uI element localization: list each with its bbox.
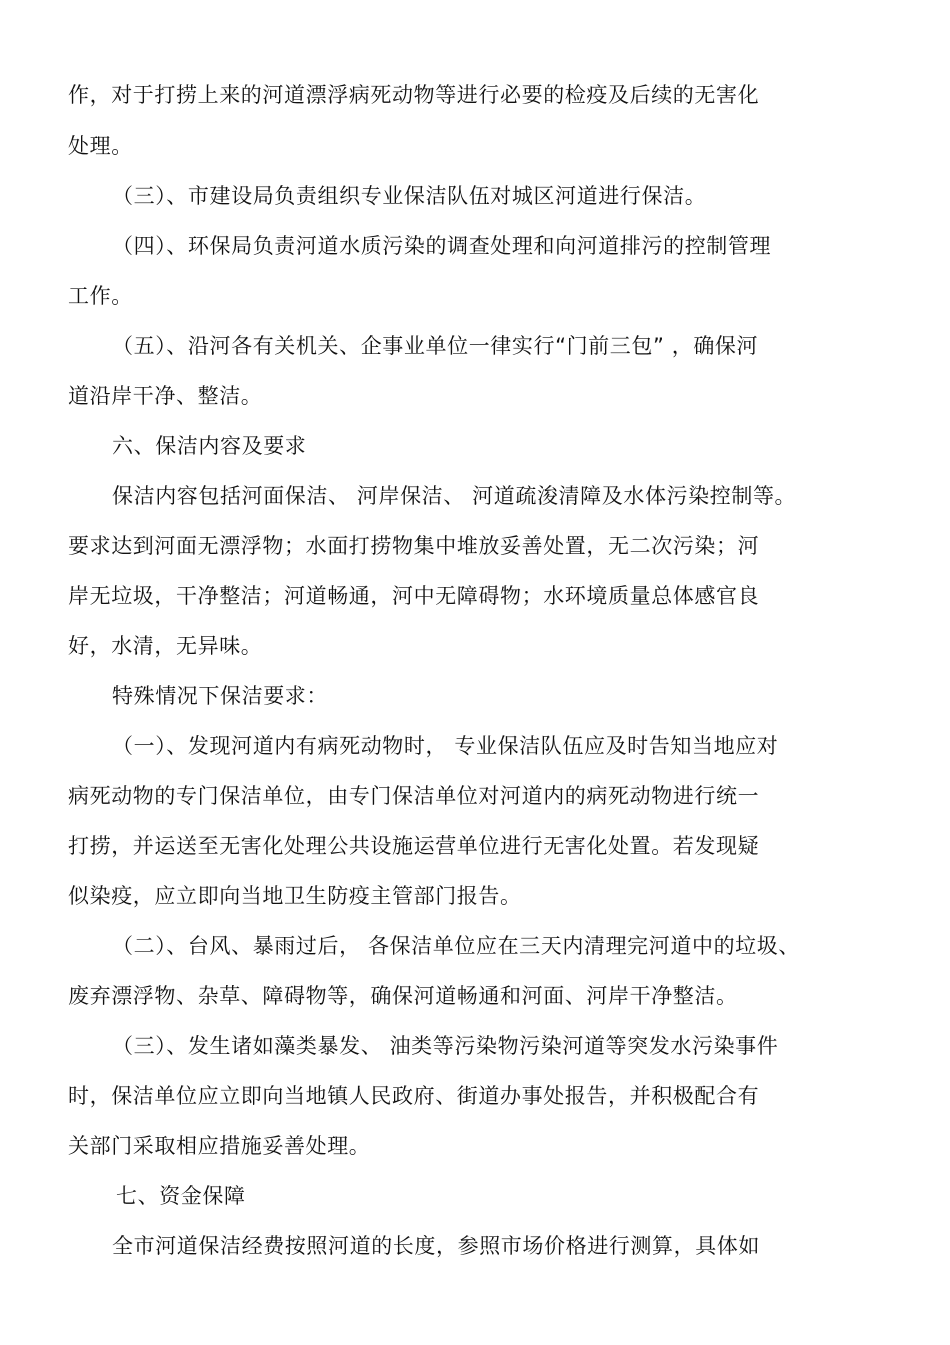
- text-line: 全市河道保洁经费按照河道的长度，参照市场价格进行测算，具体如: [112, 1234, 760, 1258]
- text-line: 保洁内容包括河面保洁、 河岸保洁、 河道疏浚清障及水体污染控制等。: [112, 484, 797, 508]
- section-heading: 七、资金保障: [116, 1184, 246, 1208]
- text-line: （三）、发生诸如藻类暴发、 油类等污染物污染河道等突发水污染事件: [112, 1034, 779, 1058]
- text-line: 特殊情况下保洁要求：: [112, 684, 328, 708]
- text-line: 作，对于打捞上来的河道漂浮病死动物等进行必要的检疫及后续的无害化: [68, 83, 760, 107]
- text-line: 要求达到河面无漂浮物；水面打捞物集中堆放妥善处置，无二次污染；河: [68, 534, 760, 558]
- text-line: 病死动物的专门保洁单位，由专门保洁单位对河道内的病死动物进行统一: [68, 784, 760, 808]
- text-line: 工作。: [68, 284, 133, 308]
- text-line: （四）、环保局负责河道水质污染的调查处理和向河道排污的控制管理: [112, 234, 772, 258]
- text-line: 废弃漂浮物、杂草、障碍物等，确保河道畅通和河面、河岸干净整洁。: [68, 984, 738, 1008]
- text-line: （二）、台风、暴雨过后， 各保洁单位应在三天内清理完河道中的垃圾、: [112, 934, 800, 958]
- text-line: （三）、市建设局负责组织专业保洁队伍对城区河道进行保洁。: [112, 184, 707, 208]
- text-line: 时，保洁单位应立即向当地镇人民政府、街道办事处报告，并积极配合有: [68, 1084, 760, 1108]
- text-line: 打捞，并运送至无害化处理公共设施运营单位进行无害化处置。若发现疑: [68, 834, 760, 858]
- text-line: 道沿岸干净、整洁。: [68, 384, 263, 408]
- text-line: （一）、发现河道内有病死动物时， 专业保洁队伍应及时告知当地应对: [112, 734, 779, 758]
- text-line: 关部门采取相应措施妥善处理。: [68, 1134, 371, 1158]
- section-heading: 六、保洁内容及要求: [112, 434, 307, 458]
- text-line: （五）、沿河各有关机关、企事业单位一律实行“门前三包” ，确保河: [112, 334, 759, 358]
- text-line: 似染疫，应立即向当地卫生防疫主管部门报告。: [68, 884, 522, 908]
- text-line: 好，水清，无异味。: [68, 634, 263, 658]
- text-line: 岸无垃圾，干净整洁；河道畅通，河中无障碍物；水环境质量总体感官良: [68, 584, 760, 608]
- text-line: 处理。: [68, 134, 133, 158]
